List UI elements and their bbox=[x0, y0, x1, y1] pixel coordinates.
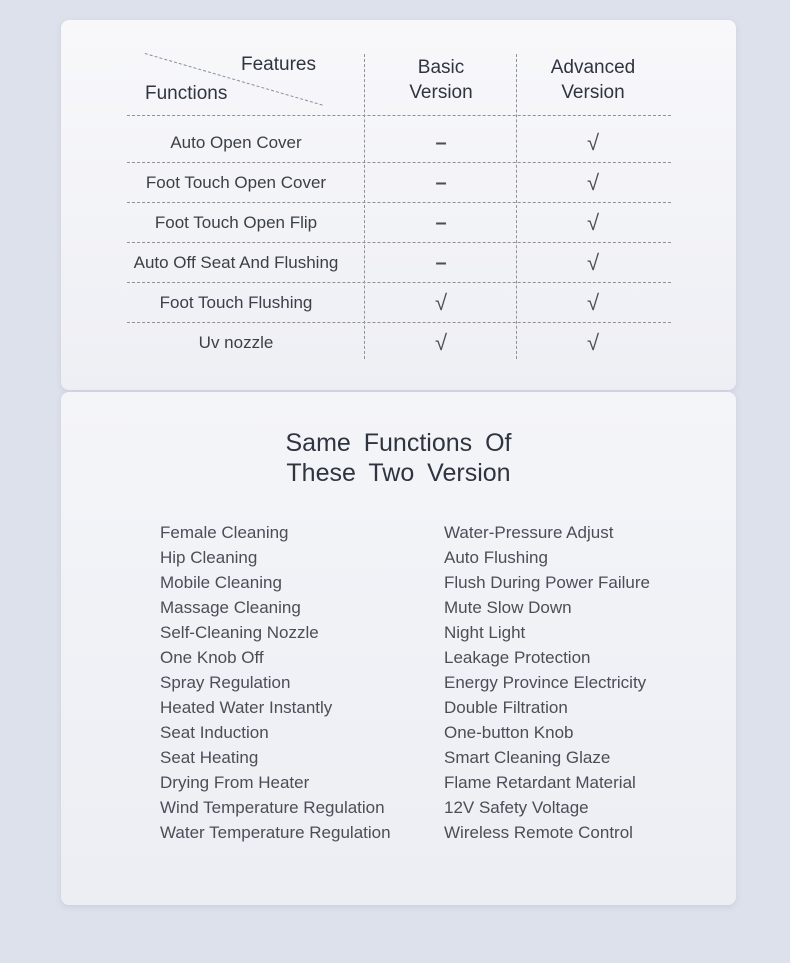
list-item: Spray Regulation bbox=[160, 673, 291, 692]
comparison-table bbox=[61, 20, 736, 390]
list-item: Flush During Power Failure bbox=[444, 573, 650, 592]
list-item: Water-Pressure Adjust bbox=[444, 523, 614, 542]
function-name: Foot Touch Flushing bbox=[159, 293, 313, 312]
basic-header-line-2: Version bbox=[409, 82, 473, 103]
features-header: Features bbox=[241, 54, 316, 75]
list-item: Mobile Cleaning bbox=[160, 573, 282, 592]
list-item: Water Temperature Regulation bbox=[160, 823, 391, 842]
table-row bbox=[61, 323, 736, 363]
advanced-version-header bbox=[517, 55, 669, 105]
function-name: Auto Off Seat And Flushing bbox=[133, 253, 339, 272]
list-item: Self-Cleaning Nozzle bbox=[160, 623, 319, 642]
row-divider bbox=[127, 115, 671, 116]
list-item: Hip Cleaning bbox=[160, 548, 258, 567]
list-item: One Knob Off bbox=[160, 648, 264, 667]
list-item: Auto Flushing bbox=[444, 548, 548, 567]
list-item: Drying From Heater bbox=[160, 773, 310, 792]
table-row bbox=[61, 243, 736, 283]
basic-included-check: √ bbox=[434, 330, 448, 355]
basic-not-included-mark: – bbox=[435, 132, 447, 154]
list-item: Wind Temperature Regulation bbox=[160, 798, 385, 817]
functions-header: Functions bbox=[145, 83, 228, 104]
list-item: Seat Heating bbox=[160, 748, 259, 767]
basic-not-included-mark: – bbox=[435, 252, 447, 274]
list-item: Energy Province Electricity bbox=[444, 673, 647, 692]
advanced-included-check: √ bbox=[586, 330, 600, 355]
advanced-header-line-2: Version bbox=[561, 82, 625, 103]
comparison-card bbox=[61, 20, 736, 390]
list-item: Leakage Protection bbox=[444, 648, 591, 667]
list-item: Female Cleaning bbox=[160, 523, 289, 542]
list-item: Heated Water Instantly bbox=[160, 698, 333, 717]
function-name: Foot Touch Open Flip bbox=[154, 213, 318, 232]
list-item: Massage Cleaning bbox=[160, 598, 301, 617]
list-item: One-button Knob bbox=[444, 723, 574, 742]
table-row bbox=[61, 203, 736, 243]
same-functions-card bbox=[61, 392, 736, 905]
list-item: 12V Safety Voltage bbox=[444, 798, 589, 817]
list-item: Smart Cleaning Glaze bbox=[444, 748, 611, 767]
table-row bbox=[61, 163, 736, 203]
list-item: Wireless Remote Control bbox=[444, 823, 633, 842]
advanced-included-check: √ bbox=[586, 170, 600, 195]
advanced-included-check: √ bbox=[586, 250, 600, 275]
basic-version-header bbox=[365, 55, 517, 105]
list-item: Mute Slow Down bbox=[444, 598, 572, 617]
advanced-included-check: √ bbox=[586, 130, 600, 155]
basic-header-line-1: Basic bbox=[417, 57, 465, 78]
advanced-included-check: √ bbox=[586, 210, 600, 235]
same-functions-title-line-2: These Two Version bbox=[286, 459, 511, 487]
list-item: Seat Induction bbox=[160, 723, 269, 742]
list-item: Night Light bbox=[444, 623, 526, 642]
table-row bbox=[61, 283, 736, 323]
advanced-included-check: √ bbox=[586, 290, 600, 315]
shared-features-right-list bbox=[444, 520, 650, 845]
basic-included-check: √ bbox=[434, 290, 448, 315]
shared-features-left-list bbox=[160, 520, 391, 845]
basic-not-included-mark: – bbox=[435, 172, 447, 194]
advanced-header-line-1: Advanced bbox=[550, 57, 636, 78]
function-name: Foot Touch Open Cover bbox=[145, 173, 327, 192]
list-item: Double Filtration bbox=[444, 698, 568, 717]
same-functions-title-line-1: Same Functions Of bbox=[285, 429, 512, 457]
function-name: Auto Open Cover bbox=[170, 133, 302, 152]
function-name: Uv nozzle bbox=[198, 333, 274, 352]
basic-not-included-mark: – bbox=[435, 212, 447, 234]
list-item: Flame Retardant Material bbox=[444, 773, 636, 792]
table-row bbox=[61, 123, 736, 163]
